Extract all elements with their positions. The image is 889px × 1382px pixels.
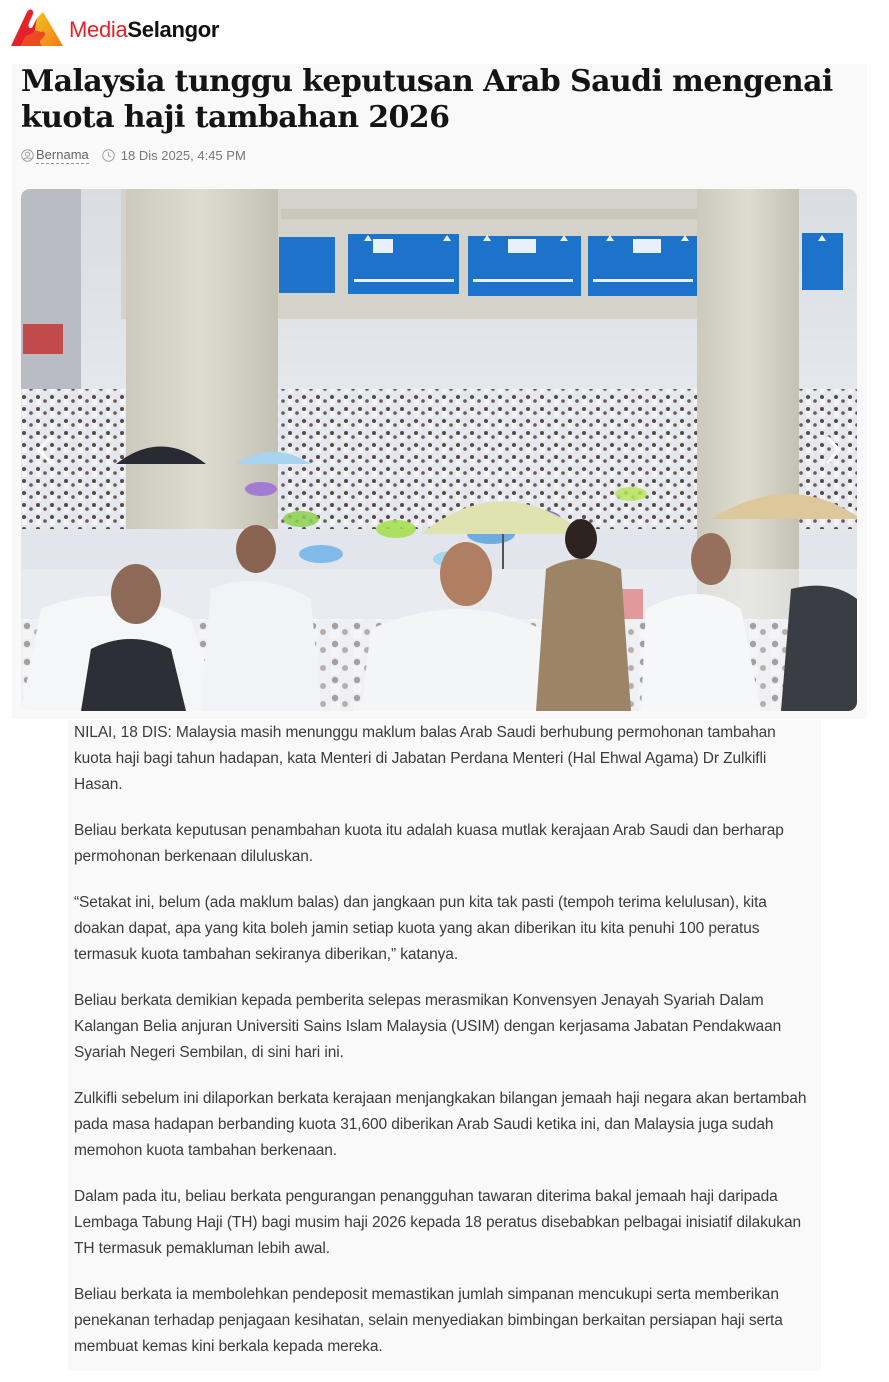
- user-circle-icon: [21, 149, 34, 162]
- site-logo-text: [69, 19, 219, 41]
- gallery-prev-button[interactable]: [31, 433, 59, 467]
- logo-media-text: Media: [69, 17, 128, 42]
- article-paragraph: “Setakat ini, belum (ada maklum balas) dan jangkaan pun kita tak pasti (tempoh terima kelulusan), kita doakan dapat, apa yang kita boleh jamin setiap kuota yang akan diberikan itu kita penuhi 100 peratus termasuk kuota tambahan sekiranya diberikan,” katanya.: [74, 894, 767, 963]
- clock-icon: [102, 149, 115, 162]
- chevron-left-icon: [35, 435, 55, 465]
- author-link[interactable]: Bernama: [36, 146, 89, 162]
- article-title: Malaysia tunggu keputusan Arab Saudi mengenai kuota haji tambahan 2026: [21, 64, 833, 135]
- media-selangor-logo-icon: [9, 8, 69, 50]
- article-meta: [21, 145, 246, 165]
- article-paragraph: Beliau berkata demikian kepada pemberita selepas merasmikan Konvensyen Jenayah Syariah Dalam Kalangan Belia anjuran Universiti Sains Islam Malaysia (USIM) dengan kerjasama Jabatan Pendakwaan Syariah Negeri Sembilan, di sini hari ini.: [74, 992, 782, 1061]
- article-paragraph: Beliau berkata ia membolehkan pendeposit memastikan jumlah simpanan mencukupi serta memberikan penekanan terhadap penjagaan kesihatan, selain menyediakan bimbingan berkaitan persiapan haji serta membuat kemas kini berkala kepada mereka.: [74, 1286, 783, 1355]
- article-paragraph: Dalam pada itu, beliau berkata pengurangan penangguhan tawaran diterima bakal jemaah haji daripada Lembaga Tabung Haji (TH) bagi musim haji 2026 kepada 18 peratus disebabkan pelbagai inisiatif dilakukan TH termasuk pemakluman lebih awal.: [74, 1188, 801, 1257]
- image-gallery: [21, 189, 857, 711]
- article-paragraph: Zulkifli sebelum ini dilaporkan berkata kerajaan menjangkakan bilangan jemaah haji negara akan bertambah pada masa hadapan berbanding kuota 31,600 diberikan Arab Saudi ketika ini, dan Malaysia juga sudah memohon kuota tambahan berkenaan.: [74, 1090, 807, 1159]
- article-paragraph: NILAI, 18 DIS: Malaysia masih menunggu maklum balas Arab Saudi berhubung permohonan tambahan kuota haji bagi tahun hadapan, kata Menteri di Jabatan Perdana Menteri (Hal Ehwal Agama) Dr Zulkifli Hasan.: [74, 724, 776, 793]
- article-body: [68, 720, 821, 1371]
- publish-date: [102, 148, 246, 163]
- article-photo: [21, 189, 857, 711]
- logo-selangor-text: Selangor: [127, 17, 220, 42]
- gallery-next-button[interactable]: [819, 433, 847, 467]
- site-logo[interactable]: [9, 8, 219, 50]
- article-paragraph: Beliau berkata keputusan penambahan kuota itu adalah kuasa mutlak kerajaan Arab Saudi dan berharap permohonan berkenaan diluluskan.: [74, 822, 784, 865]
- site-header: [0, 0, 889, 60]
- chevron-right-icon: [823, 435, 843, 465]
- publish-date-text: 18 Dis 2025, 4:45 PM: [120, 147, 246, 163]
